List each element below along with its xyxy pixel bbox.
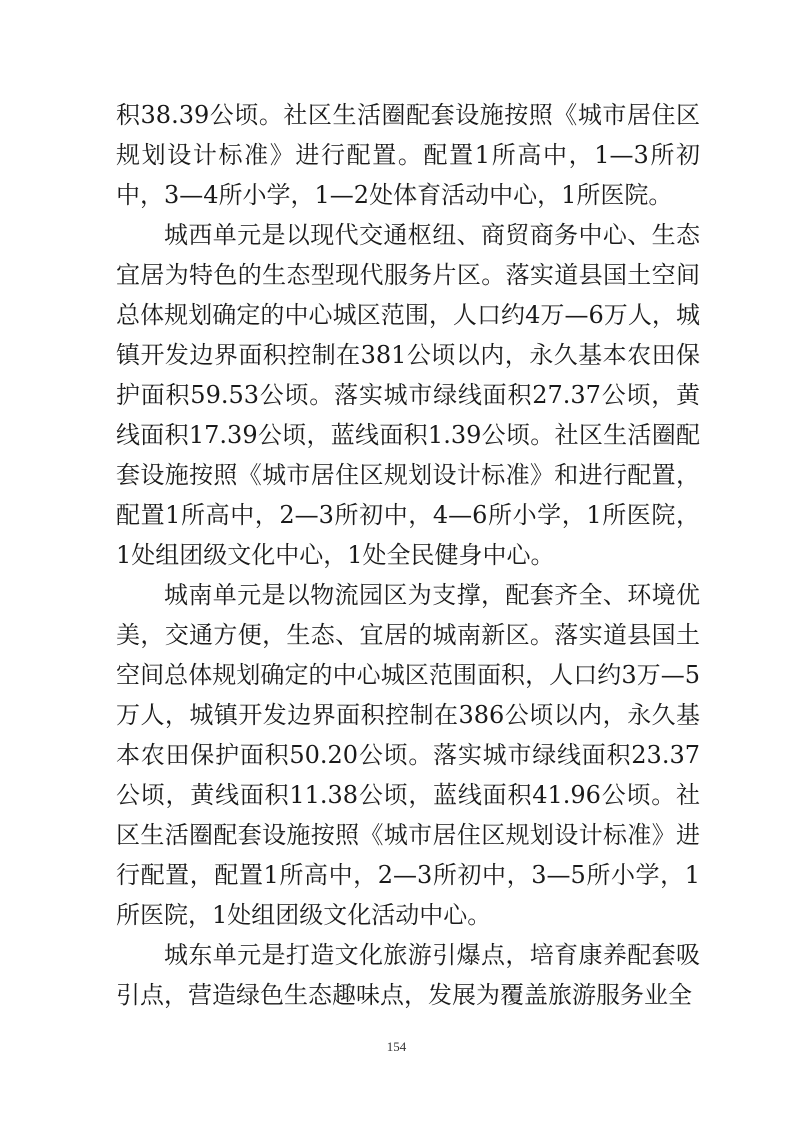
paragraph-chengxi-unit: 城西单元是以现代交通枢纽、商贸商务中心、生态宜居为特色的生态型现代服务片区。落实道县国土空间总体规划确定的中心城区范围，人口约4万—6万人，城镇开发边界面积控制在381公顷以内，永久基本农田保护面积59.53公顷。落实城市绿线面积27.37公顷，黄线面积17.39公顷，蓝线面积1.39公顷。社区生活圈配套设施按照《城市居住区规划设计标准》和进行配置，配置1所高中，2—3所初中，4—6所小学，1所医院，1处组团级文化中心，1处全民健身中心。	[116, 221, 700, 569]
page-number: 154	[386, 1039, 407, 1054]
paragraph-continuation: 积38.39公顷。社区生活圈配套设施按照《城市居住区规划设计标准》进行配置。配置1所高中，1—3所初中，3—4所小学，1—2处体育活动中心，1所医院。	[116, 101, 700, 209]
paragraph-chengdong-unit: 城东单元是打造文化旅游引爆点，培育康养配套吸引点，营造绿色生态趣味点，发展为覆盖旅游服务业全	[116, 941, 700, 1009]
paragraph-chengnan-unit: 城南单元是以物流园区为支撑，配套齐全、环境优美，交通方便，生态、宜居的城南新区。落实道县国土空间总体规划确定的中心城区范围面积，人口约3万—5万人，城镇开发边界面积控制在386公顷以内，永久基本农田保护面积50.20公顷。落实城市绿线面积23.37公顷，黄线面积11.38公顷，蓝线面积41.96公顷。社区生活圈配套设施按照《城市居住区规划设计标准》进行配置，配置1所高中，2—3所初中，3—5所小学，1所医院，1处组团级文化活动中心。	[116, 581, 700, 929]
body-text	[116, 95, 700, 1015]
